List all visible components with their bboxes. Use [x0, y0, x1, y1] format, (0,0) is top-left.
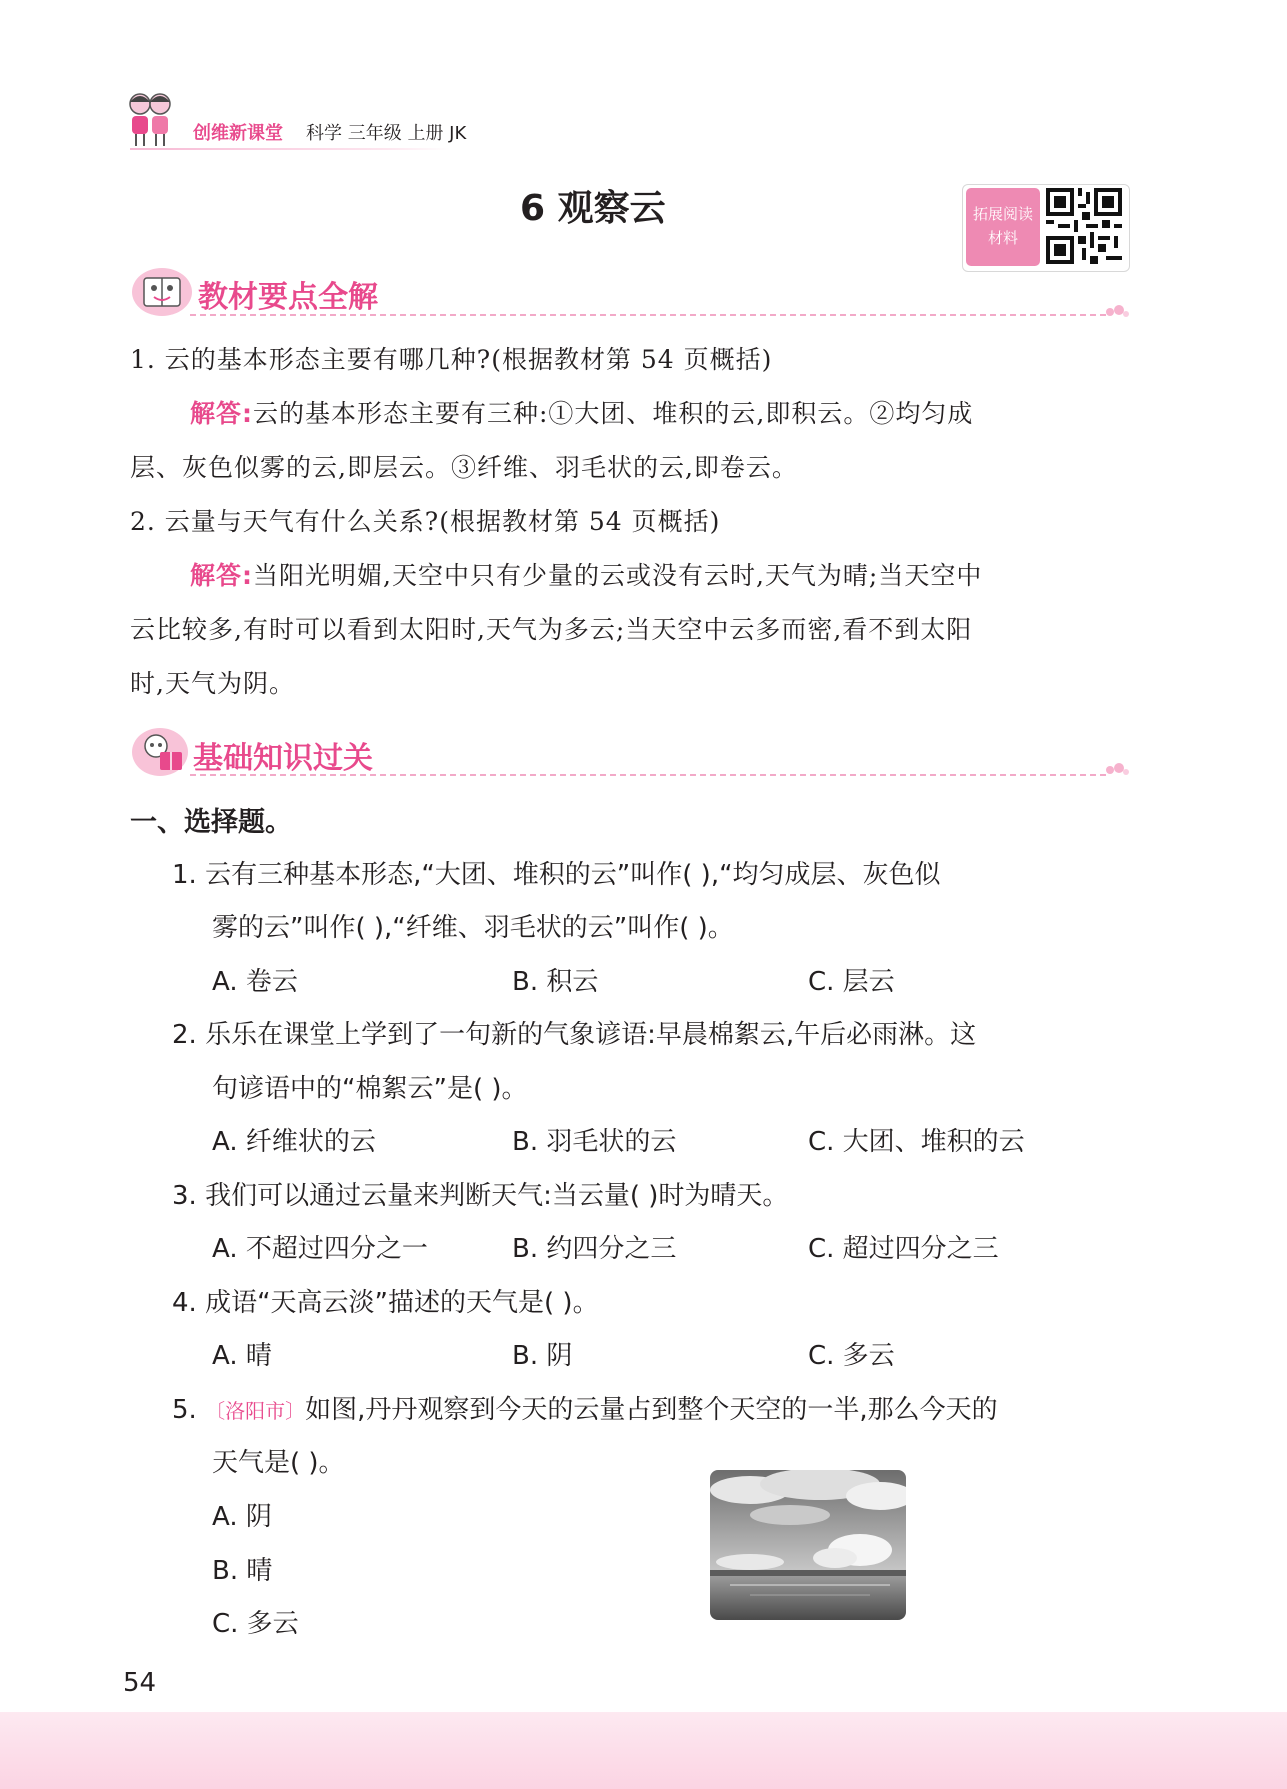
- question-1: 1. 云的基本形态主要有哪几种?(根据教材第 54 页概括): [130, 345, 773, 374]
- pink-dots-icon: [1104, 760, 1130, 782]
- answer-2-line3: 时,天气为阴。: [130, 669, 295, 698]
- header-divider: [130, 148, 450, 150]
- choice-heading: 一、选择题。: [130, 807, 292, 838]
- answer-1-text: 云的基本形态主要有三种:①大团、堆积的云,即积云。②均匀成: [253, 399, 974, 428]
- option-c: C. 超过四分之三: [808, 1234, 999, 1264]
- page-number: 54: [123, 1668, 157, 1698]
- option-c: C. 多云: [808, 1341, 895, 1371]
- mc-question-1-line1: 1. 云有三种基本形态,“大团、堆积的云”叫作( ),“均匀成层、灰色似: [172, 860, 941, 890]
- qr-label-line2: 材料: [987, 229, 1018, 247]
- option-b: B. 约四分之三: [512, 1234, 677, 1264]
- qr-label: [966, 188, 1040, 266]
- lesson-title: 6 观察云: [520, 188, 666, 229]
- answer-2-line2: 云比较多,有时可以看到太阳时,天气为多云;当天空中云多而密,看不到太阳: [130, 615, 973, 644]
- mc-question-5-line2: 天气是( )。: [212, 1448, 345, 1478]
- sky-cloud-photo: [710, 1470, 906, 1620]
- option-a: A. 不超过四分之一: [212, 1234, 428, 1264]
- option-b: B. 阴: [512, 1341, 573, 1371]
- answer-label: 解答:: [190, 561, 253, 590]
- answer-label: 解答:: [190, 399, 253, 428]
- answer-1-line1: [190, 394, 973, 430]
- question-text: 如图,丹丹观察到今天的云量占到整个天空的一半,那么今天的: [305, 1395, 998, 1425]
- mc-question-2-line2: 句谚语中的“棉絮云”是( )。: [212, 1074, 528, 1104]
- option-b: B. 羽毛状的云: [512, 1127, 677, 1157]
- qr-label-line1: 拓展阅读: [972, 205, 1033, 223]
- section1-title: 教材要点全解: [198, 280, 378, 315]
- option-c: C. 大团、堆积的云: [808, 1127, 1025, 1157]
- option-b: B. 积云: [512, 967, 599, 997]
- option-a: A. 卷云: [212, 967, 298, 997]
- footer-band: [0, 1712, 1287, 1789]
- kids-logo-icon: [125, 88, 175, 150]
- option-a: A. 晴: [212, 1341, 272, 1371]
- option-c: C. 多云: [212, 1609, 299, 1639]
- section2-divider: [190, 774, 1106, 776]
- option-c: C. 层云: [808, 967, 895, 997]
- section1-divider: [190, 314, 1106, 316]
- mc-question-2-line1: 2. 乐乐在课堂上学到了一句新的气象谚语:早晨棉絮云,午后必雨淋。这: [172, 1020, 977, 1050]
- mc-question-5-line1: [172, 1389, 998, 1426]
- reading-mascot-icon: [130, 726, 194, 778]
- qr-code-icon[interactable]: [1046, 188, 1122, 264]
- brand-name: 创维新课堂: [193, 123, 283, 144]
- question-number: 5.: [172, 1395, 197, 1425]
- mc-question-3: 3. 我们可以通过云量来判断天气:当云量( )时为晴天。: [172, 1181, 789, 1211]
- mc-question-1-line2: 雾的云”叫作( ),“纤维、羽毛状的云”叫作( )。: [212, 913, 734, 943]
- option-b: B. 晴: [212, 1556, 273, 1586]
- option-a: A. 阴: [212, 1502, 272, 1532]
- mc-question-4: 4. 成语“天高云淡”描述的天气是( )。: [172, 1288, 599, 1318]
- answer-2-line1: [190, 556, 982, 592]
- answer-2-text: 当阳光明媚,天空中只有少量的云或没有云时,天气为晴;当天空中: [253, 561, 983, 590]
- subject-label: 科学 三年级 上册 JK: [306, 123, 467, 144]
- answer-1-line2: 层、灰色似雾的云,即层云。③纤维、羽毛状的云,即卷云。: [130, 453, 798, 482]
- section2-title: 基础知识过关: [193, 741, 373, 776]
- pink-dots-icon: [1104, 302, 1130, 324]
- option-a: A. 纤维状的云: [212, 1127, 376, 1157]
- book-mascot-icon: [130, 266, 194, 318]
- question-2: 2. 云量与天气有什么关系?(根据教材第 54 页概括): [130, 507, 721, 536]
- region-tag: 〔洛阳市〕: [205, 1399, 306, 1423]
